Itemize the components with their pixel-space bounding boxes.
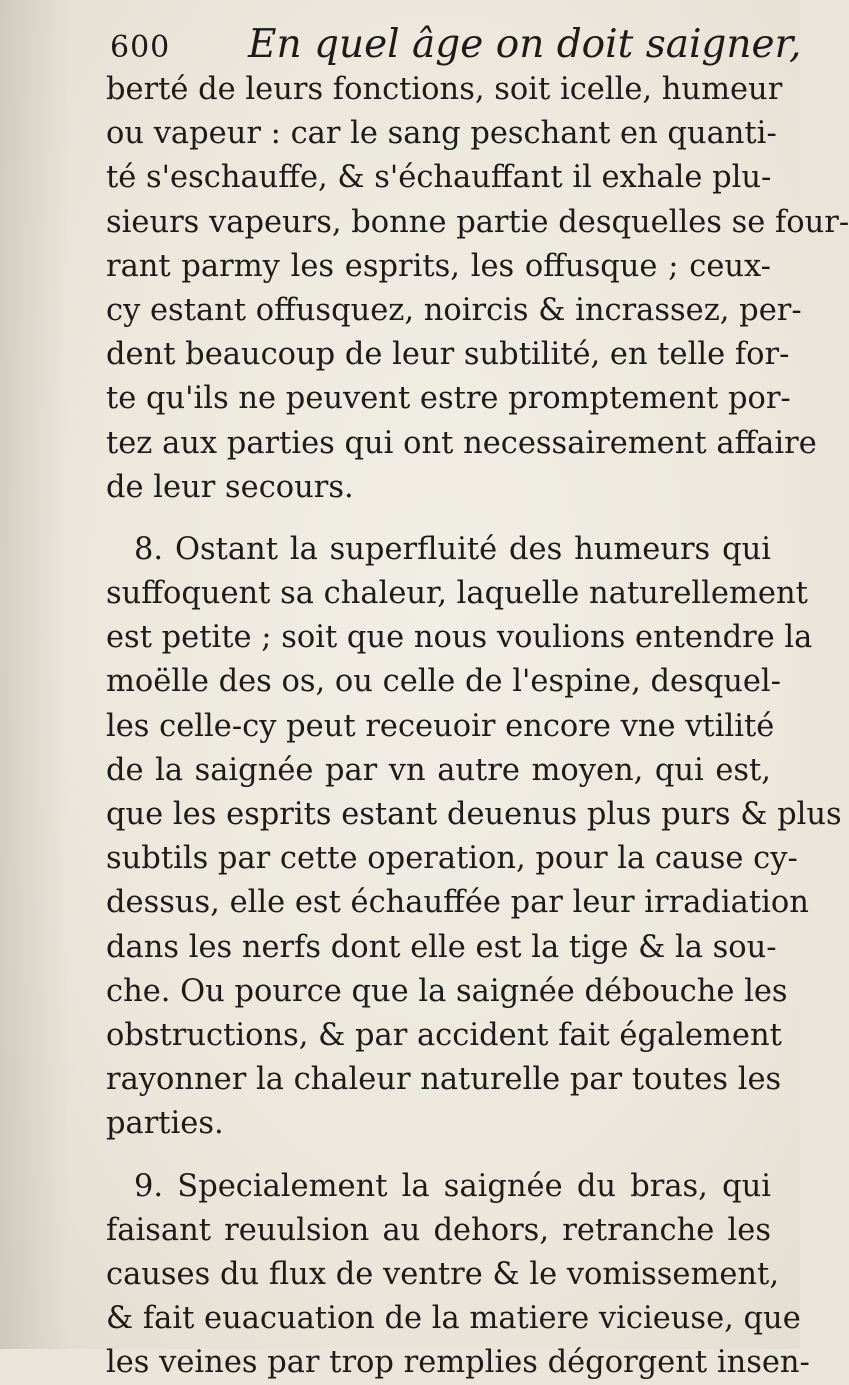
- text-line: tez aux parties qui ont necessairement affaire: [106, 422, 771, 466]
- text-line: ou vapeur : car le sang peschant en quanti-: [106, 112, 771, 156]
- text-line: 8. Ostant la superfluité des humeurs qui: [106, 528, 771, 572]
- text-line: les celle-cy peut receuoir encore vne vtilité: [106, 705, 771, 749]
- text-line: les veines par trop remplies dégorgent insen-: [106, 1341, 771, 1385]
- text-line: 9. Specialement la saignée du bras, qui: [106, 1165, 771, 1209]
- text-line: sieurs vapeurs, bonne partie desquelles se four-: [106, 201, 771, 245]
- body-text: [106, 68, 771, 1385]
- text-line: de leur secours.: [106, 466, 771, 510]
- text-line: faisant reuulsion au dehors, retranche les: [106, 1209, 771, 1253]
- text-line: est petite ; soit que nous voulions entendre la: [106, 616, 771, 660]
- text-line: & fait euacuation de la matiere vicieuse, que: [106, 1297, 771, 1341]
- text-line: che. Ou pource que la saignée débouche les: [106, 970, 771, 1014]
- text-line: berté de leurs fonctions, soit icelle, humeur: [106, 68, 771, 112]
- text-line: suffoquent sa chaleur, laquelle naturellement: [106, 572, 771, 616]
- text-line: rayonner la chaleur naturelle par toutes les: [106, 1058, 771, 1102]
- paragraph-8: [106, 528, 771, 1147]
- text-line: obstructions, & par accident fait également: [106, 1014, 771, 1058]
- running-title: En quel âge on doit saigner,: [248, 22, 801, 67]
- text-line: causes du flux de ventre & le vomissement,: [106, 1253, 771, 1297]
- text-line: que les esprits estant deuenus plus purs & plus: [106, 793, 771, 837]
- paragraph-9: [106, 1165, 771, 1385]
- text-line: parties.: [106, 1102, 771, 1146]
- text-line: de la saignée par vn autre moyen, qui est,: [106, 749, 771, 793]
- text-line: moëlle des os, ou celle de l'espine, desquel-: [106, 660, 771, 704]
- spine-shadow: [0, 0, 70, 1349]
- text-line: rant parmy les esprits, les offusque ; ceux-: [106, 245, 771, 289]
- text-line: dent beaucoup de leur subtilité, en telle for-: [106, 333, 771, 377]
- page-number: 600: [110, 30, 170, 65]
- text-line: dans les nerfs dont elle est la tige & la sou-: [106, 926, 771, 970]
- text-line: té s'eschauffe, & s'échauffant il exhale plu-: [106, 156, 771, 200]
- text-line: subtils par cette operation, pour la cause cy-: [106, 837, 771, 881]
- text-line: cy estant offusquez, noircis & incrassez, per-: [106, 289, 771, 333]
- paragraph-continuation: [106, 68, 771, 510]
- text-line: dessus, elle est échauffée par leur irradiation: [106, 881, 771, 925]
- text-line: te qu'ils ne peuvent estre promptement por-: [106, 377, 771, 421]
